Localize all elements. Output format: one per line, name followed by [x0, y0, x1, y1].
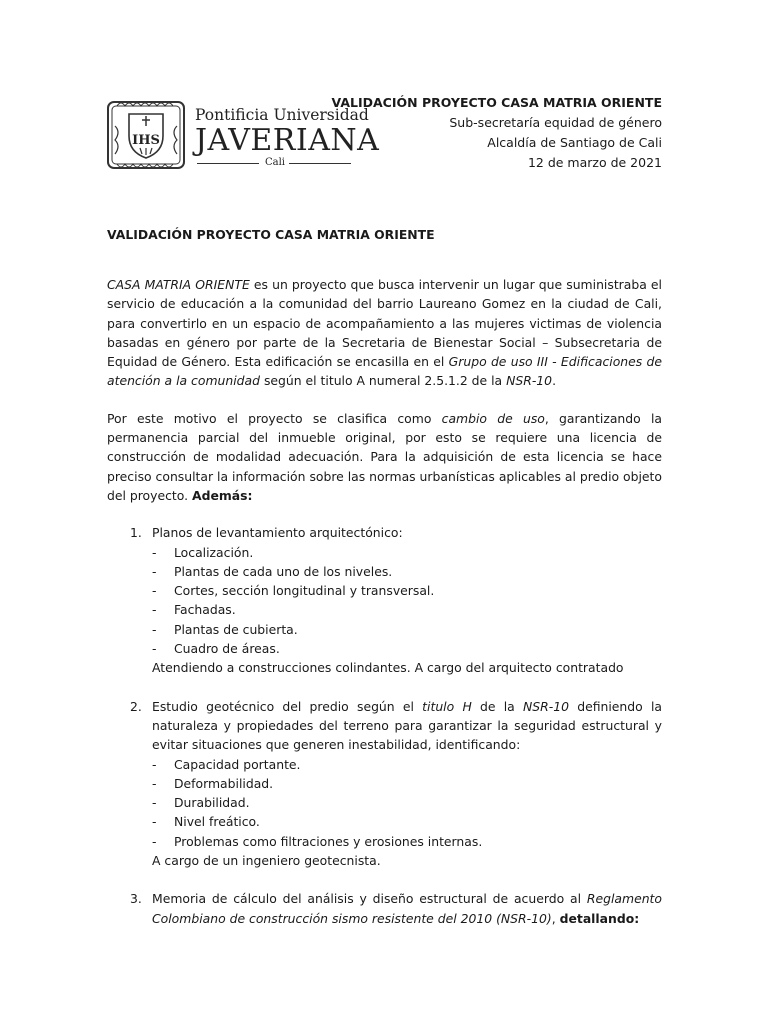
sub-list-item: - Deformabilidad. [152, 774, 662, 793]
header-title: VALIDACIÓN PROYECTO CASA MATRIA ORIENTE [331, 95, 662, 110]
list-item-number: 2. [130, 698, 142, 714]
project-name: CASA MATRIA ORIENTE [107, 277, 250, 292]
item-text-italic: Reglamento Colombiano de construcción sismo resistente del 2010 (NSR-10) [152, 891, 662, 926]
sub-list-item: - Plantas de cada uno de los niveles. [152, 562, 662, 581]
paragraph-text: Por este motivo el proyecto se clasifica como [107, 410, 442, 426]
paragraph-classification [107, 409, 662, 505]
paragraph-text: según el titulo A numeral 2.5.1.2 de la [260, 373, 507, 389]
university-name-line1: Pontificia Universidad [195, 106, 369, 124]
sub-list-item: - Localización. [152, 543, 662, 562]
document-header [332, 93, 662, 173]
header-department: Sub-secretaría equidad de género [449, 115, 662, 130]
sub-list [152, 755, 662, 851]
item-text: definiendo la naturaleza y propiedades del terreno para garantizar la seguridad estructural y evitar situaciones que generen inestabilidad, identificando: [152, 698, 662, 753]
item-text: Memoria de cálculo del análisis y diseño estructural de acuerdo al [152, 891, 587, 907]
item-text-italic: titulo H [422, 698, 472, 714]
list-item-footer: A cargo de un ingeniero geotecnista. [152, 853, 381, 869]
sub-list [152, 543, 662, 659]
list-item [107, 523, 662, 677]
sub-list-item: - Cortes, sección longitudinal y transversal. [152, 581, 662, 600]
sub-list-item: - Problemas como filtraciones y erosiones internas. [152, 832, 662, 851]
list-item [107, 889, 662, 928]
list-item-number: 1. [130, 525, 142, 541]
paragraph-text-italic: NSR-10 [506, 373, 553, 389]
sub-list-item: - Durabilidad. [152, 793, 662, 812]
university-name-line2: JAVERIANA [195, 123, 380, 158]
list-item [107, 697, 662, 871]
list-item-title: Planos de levantamiento arquitectónico: [152, 525, 403, 541]
sub-list-item: - Fachadas. [152, 600, 662, 619]
header-date: 12 de marzo de 2021 [527, 155, 662, 170]
sub-list-item: - Nivel freático. [152, 812, 662, 831]
paragraph-text: es un proyecto que busca intervenir un lugar que suministraba el servicio de educación a la comunidad del barrio Laureano Gomez en la ciudad de Cali, para convertirlo en un espacio de acompañamiento a las mujeres victimas de violencia basadas en género por parte de la Secretaria de Bienestar Social – Subsecretaria de Equidad de Género. Esta edificación se encasilla en el [107, 277, 662, 370]
paragraph-text-bold: Además: [192, 487, 253, 503]
document-body [107, 225, 662, 947]
paragraph-text-italic: Grupo de uso III - Edificaciones de atención a la comunidad [107, 354, 662, 389]
list-item-number: 3. [130, 891, 142, 907]
paragraph-text-italic: cambio de uso [441, 410, 545, 426]
requirements-list [107, 523, 662, 928]
item-text: Estudio geotécnico del predio según el [152, 698, 423, 714]
item-text: , [551, 910, 560, 926]
university-campus: Cali [265, 157, 286, 168]
sub-list-item: - Capacidad portante. [152, 755, 662, 774]
sub-list-item: - Cuadro de áreas. [152, 639, 662, 658]
item-text-bold: detallando: [559, 910, 640, 926]
document-title: VALIDACIÓN PROYECTO CASA MATRIA ORIENTE [107, 227, 435, 242]
university-logo [105, 98, 380, 174]
university-crest-icon [105, 98, 187, 172]
list-item-title [152, 697, 662, 755]
item-text-italic: NSR-10 [522, 698, 569, 714]
paragraph-text: , garantizando la permanencia parcial del inmueble original, por esto se requiere una licencia de construcción de modalidad adecuación. Para la adquisición de esta licencia se hace preciso consultar la información sobre las normas urbanísticas aplicables al predio objeto del proyecto. [107, 410, 662, 503]
header-city: Alcaldía de Santiago de Cali [487, 135, 662, 150]
paragraph-intro [107, 275, 662, 391]
list-item-title [152, 889, 662, 928]
item-text: de la [471, 698, 523, 714]
campus-divider-left [197, 163, 259, 164]
crest-monogram: IHS [132, 133, 160, 148]
sub-list-item: - Plantas de cubierta. [152, 620, 662, 639]
paragraph-text: . [552, 373, 557, 389]
list-item-footer: Atendiendo a construcciones colindantes. A cargo del arquitecto contratado [152, 660, 624, 676]
